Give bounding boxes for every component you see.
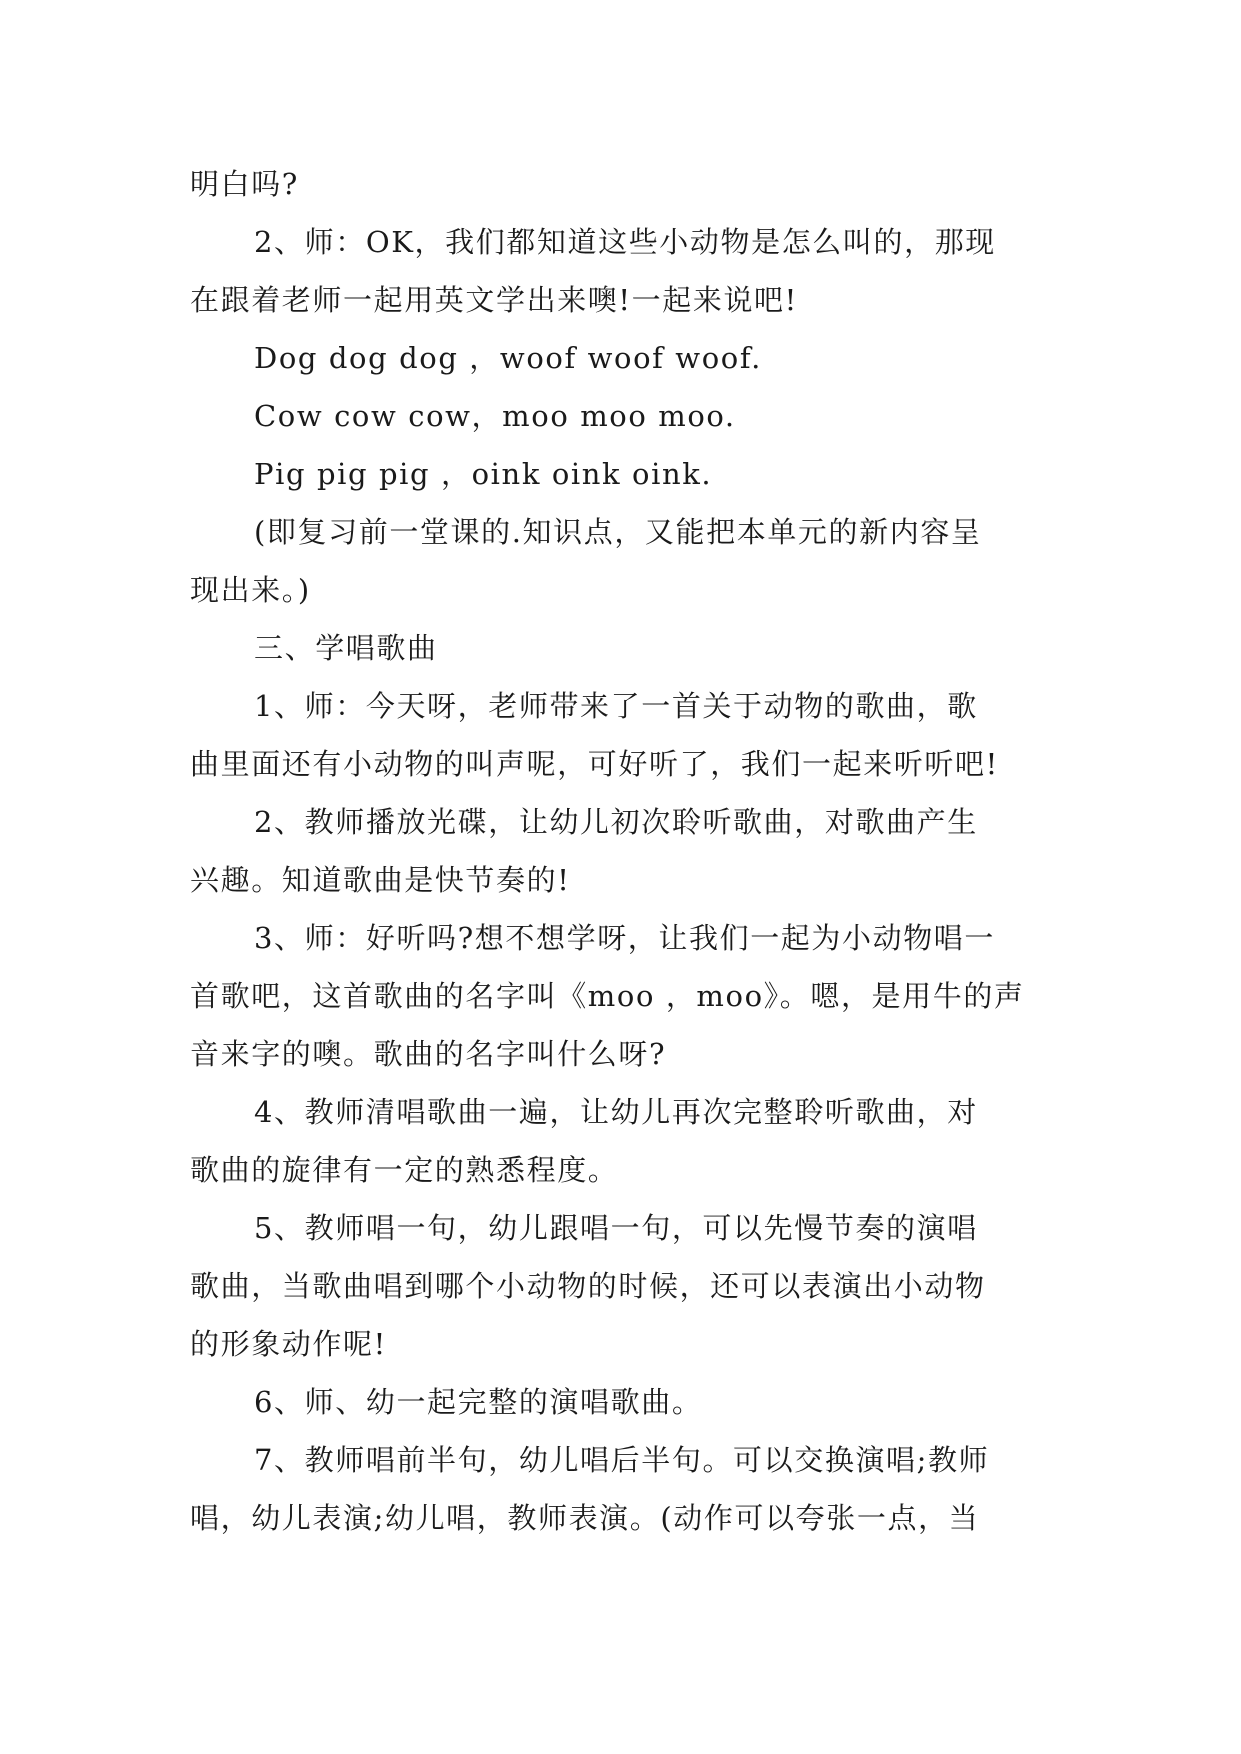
text-line: (即复习前一堂课的.知识点，又能把本单元的新内容呈 <box>254 515 982 549</box>
text-line: 在跟着老师一起用英文学出来噢!一起来说吧! <box>190 283 798 317</box>
text-line: 歌曲的旋律有一定的熟悉程度。 <box>190 1153 619 1187</box>
text-line: 兴趣。知道歌曲是快节奏的! <box>190 863 571 897</box>
text-line: 歌曲，当歌曲唱到哪个小动物的时候，还可以表演出小动物 <box>190 1269 986 1303</box>
text-line: 音来字的噢。歌曲的名字叫什么呀? <box>190 1037 667 1071</box>
text-line: 5、教师唱一句，幼儿跟唱一句，可以先慢节奏的演唱 <box>254 1211 978 1245</box>
text-line: 首歌吧，这首歌曲的名字叫《moo ，moo》。嗯，是用牛的声 <box>190 979 1025 1013</box>
text-line: 唱，幼儿表演;幼儿唱，教师表演。(动作可以夸张一点，当 <box>190 1501 980 1535</box>
paragraph-2 <box>190 213 1062 329</box>
paragraph-4 <box>190 387 1062 445</box>
paragraph-3 <box>190 329 1062 387</box>
paragraph-11 <box>190 1083 1062 1199</box>
document-body <box>190 155 1062 1547</box>
paragraph-13 <box>190 1373 1062 1431</box>
text-line: 1、师：今天呀，老师带来了一首关于动物的歌曲，歌 <box>254 689 978 723</box>
text-line: 2、师：OK，我们都知道这些小动物是怎么叫的，那现 <box>254 225 996 259</box>
text-line: Cow cow cow，moo moo moo. <box>254 399 736 433</box>
text-line: 2、教师播放光碟，让幼儿初次聆听歌曲，对歌曲产生 <box>254 805 978 839</box>
text-line: 明白吗? <box>190 167 299 201</box>
text-line: 7、教师唱前半句，幼儿唱后半句。可以交换演唱;教师 <box>254 1443 990 1477</box>
text-line: 3、师：好听吗?想不想学呀，让我们一起为小动物唱一 <box>254 921 995 955</box>
text-line: 的形象动作呢! <box>190 1327 387 1361</box>
text-line: 曲里面还有小动物的叫声呢，可好听了，我们一起来听听吧! <box>190 747 999 781</box>
paragraph-6 <box>190 503 1062 619</box>
paragraph-12 <box>190 1199 1062 1373</box>
text-line: 现出来。) <box>190 573 311 607</box>
text-line: 三、学唱歌曲 <box>254 631 438 665</box>
paragraph-10 <box>190 909 1062 1083</box>
paragraph-9 <box>190 793 1062 909</box>
paragraph-1 <box>190 155 1062 213</box>
paragraph-5 <box>190 445 1062 503</box>
text-line: Pig pig pig ，oink oink oink. <box>254 457 713 491</box>
text-line: Dog dog dog ，woof woof woof. <box>254 341 762 375</box>
paragraph-14 <box>190 1431 1062 1547</box>
paragraph-8 <box>190 677 1062 793</box>
text-line: 4、教师清唱歌曲一遍，让幼儿再次完整聆听歌曲，对 <box>254 1095 978 1129</box>
text-line: 6、师、幼一起完整的演唱歌曲。 <box>254 1385 703 1419</box>
section-heading <box>190 619 1062 677</box>
